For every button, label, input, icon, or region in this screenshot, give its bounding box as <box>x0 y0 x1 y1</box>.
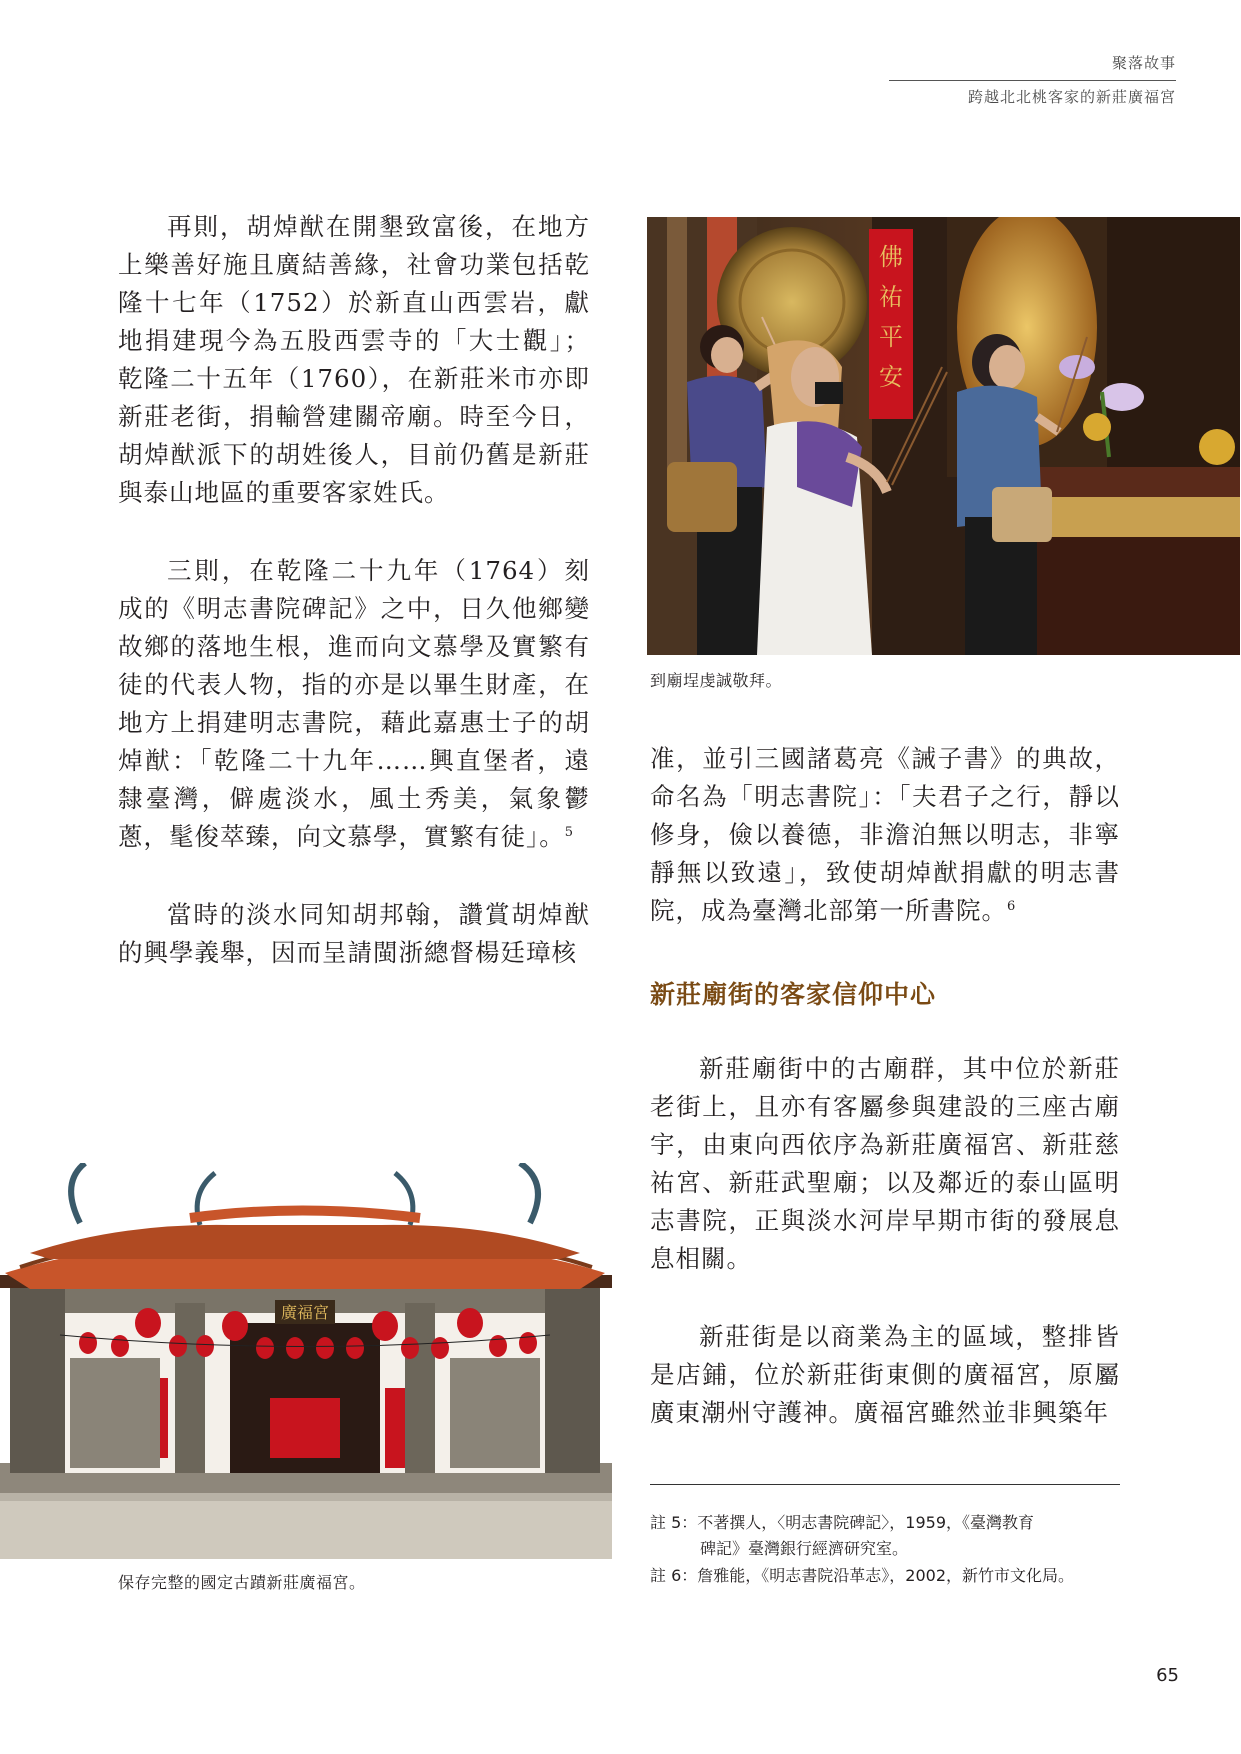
right-continuation-paragraph: 准，並引三國諸葛亮《誡子書》的典故，命名為「明志書院」：「夫君子之行，靜以修身，儉以養德，非澹泊無以明志，非寧靜無以致遠」，致使胡焯猷捐獻的明志書院，成為臺灣北部第一所書院。$^6$ <box>650 744 1120 925</box>
footnote-rule <box>650 1484 1120 1485</box>
couplet-char-3: 平 <box>879 323 903 351</box>
couplet-char-1: 佛 <box>879 243 903 271</box>
left-paragraph-1: 再則，胡焯猷在開墾致富後，在地方上樂善好施且廣結善緣，社會功業包括乾隆十七年（1752）於新直山西雲岩，獻地捐建現今為五股西雲寺的「大士觀」；乾隆二十五年（1760），在新莊米市亦即新莊老街，捐輸營建關帝廟。時至今日，胡焯猷派下的胡姓後人，目前仍舊是新莊與泰山地區的重要客家姓氏。 <box>118 212 590 507</box>
section-heading: 新莊廟街的客家信仰中心 <box>650 980 937 1009</box>
temple-photo <box>0 1163 612 1559</box>
couplet-char-4: 安 <box>879 363 903 391</box>
worship-photo <box>647 217 1240 655</box>
footnote-5-text: 不著撰人，〈明志書院碑記〉，1959，《臺灣教育 <box>697 1513 1035 1532</box>
right-paragraph-1: 新莊廟街中的古廟群，其中位於新莊老街上，且亦有客屬參與建設的三座古廟宇，由東向西依序為新莊廣福宮、新莊慈祐宮、新莊武聖廟；以及鄰近的泰山區明志書院，正與淡水河岸早期市街的發展息息相關。 <box>650 1054 1120 1273</box>
article-title: 跨越北北桃客家的新莊廣福宮 <box>967 88 1176 106</box>
footnote-ref-5[interactable]: 5 <box>564 824 575 840</box>
footnote-6-text: 詹雅能，《明志書院沿革志》，2002，新竹市文化局。 <box>697 1566 1075 1585</box>
footnote-6-label: 註 6： <box>650 1566 698 1585</box>
footnote-5 <box>650 1510 1130 1562</box>
header-rule <box>889 80 1176 81</box>
left-paragraph-2: 三則，在乾隆二十九年（1764）刻成的《明志書院碑記》之中，日久他鄉變故鄉的落地生根，進而向文慕學及實繁有徒的代表人物，指的亦是以畢生財產，在地方上捐建明志書院，藉此嘉惠士子的胡焯猷：「乾隆二十九年……興直堡者，遠隸臺灣，僻處淡水，風土秀美，氣象鬱蔥，髦俊萃臻，向文慕學，實繁有徒」。$^5$ <box>118 556 590 851</box>
footnote-5-label: 註 5： <box>650 1513 698 1532</box>
footnote-5-continuation: 碑記》臺灣銀行經濟研究室。 <box>700 1539 909 1558</box>
footnote-ref-6[interactable]: 6 <box>1007 898 1017 914</box>
worship-photo-caption: 到廟埕虔誠敬拜。 <box>650 671 783 690</box>
series-title: 聚落故事 <box>1111 54 1176 72</box>
running-head <box>968 52 1176 107</box>
footnote-6 <box>650 1563 1130 1589</box>
left-paragraph-3: 當時的淡水同知胡邦翰，讚賞胡焯猷的興學義舉，因而呈請閩浙總督楊廷璋核 <box>118 900 590 967</box>
right-paragraph-2: 新莊街是以商業為主的區域，整排皆是店鋪，位於新莊街東側的廣福宮，原屬廣東潮州守護神。廣福宮雖然並非興築年 <box>650 1322 1120 1427</box>
temple-photo-caption: 保存完整的國定古蹟新莊廣福宮。 <box>118 1573 366 1592</box>
couplet-char-2: 祐 <box>879 283 903 311</box>
page-number: 65 <box>1156 1665 1179 1686</box>
temple-plaque: 廣福宮 <box>280 1303 330 1322</box>
